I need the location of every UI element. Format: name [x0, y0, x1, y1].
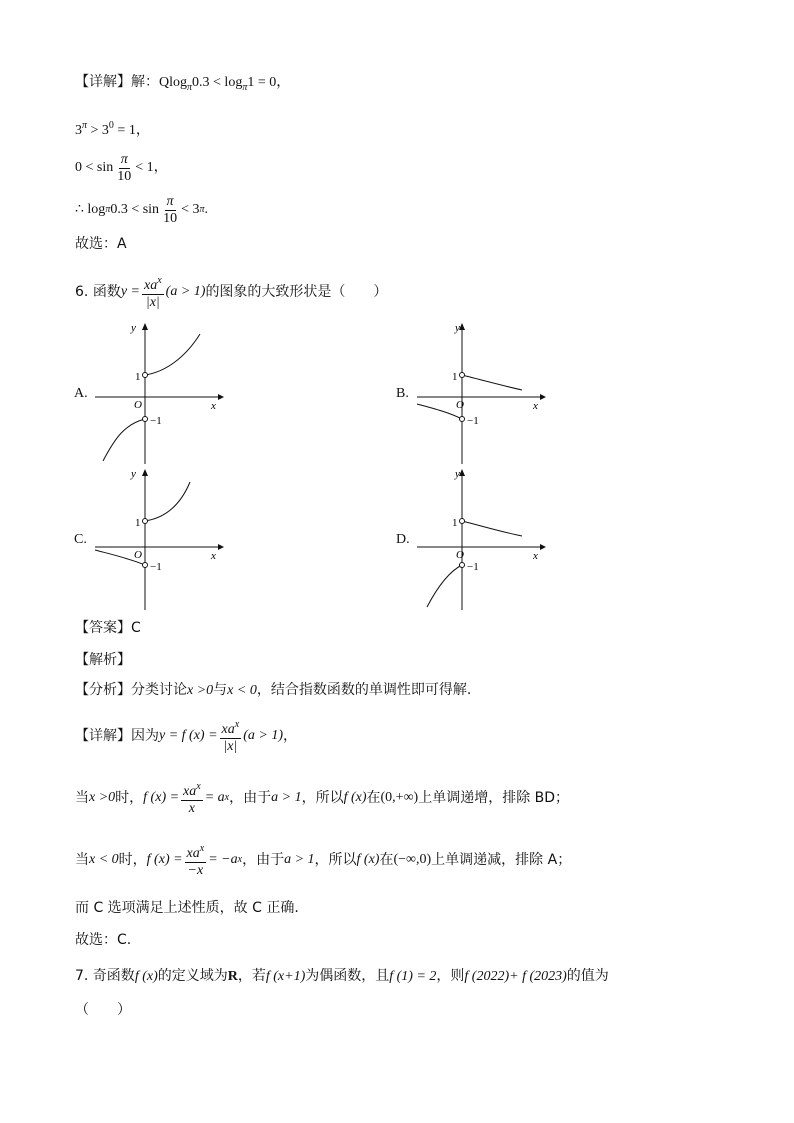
solution-line-1: 【详解】解：$Qlog_\pi 0.3 < \log_\pi 1 = 0$， — [75, 74, 291, 93]
question-6-stem: 6. 函数 y = $\frac{xa^x}{|x|}$ (a > 1) 的图象的大致形状是（ ） — [75, 275, 388, 310]
conclusion-line: 而 C 选项满足上述性质，故 C 正确. — [75, 900, 299, 916]
origin-label: O — [456, 399, 464, 411]
question-7-choices-placeholder: （ ） — [75, 1002, 131, 1018]
answer-value: C — [131, 620, 141, 636]
origin-label: O — [134, 399, 142, 411]
solution-line-3: 0 < sin $\frac{\pi}{10}$ < 1 ， — [75, 151, 168, 184]
solution-line-4: ∴ log π 0.3 < sin $\frac{\pi}{10}$ < 3 π . — [75, 193, 208, 226]
origin-label: O — [456, 549, 464, 561]
tick-label-1: 1 — [135, 371, 141, 383]
option-d-label: D. — [396, 532, 410, 547]
tick-label-minus-1: −1 — [150, 415, 162, 427]
tick-label-1: 1 — [452, 371, 458, 383]
tick-label-1: 1 — [135, 517, 141, 529]
prev-answer: 故选：A — [75, 236, 127, 252]
x-axis-label: x — [211, 550, 216, 562]
case-positive-line: 当 x >0 时， f (x) = $\frac{xa^x}{x}$ = a x ，由于 a > 1 ，所以 f (x) 在 (0,+∞) 上单调递增，排除 BD； — [75, 781, 570, 816]
y-axis-label: y — [131, 468, 136, 480]
y-axis-label: y — [455, 468, 460, 480]
option-c-label: C. — [74, 532, 87, 547]
question-number: 7. — [75, 968, 89, 984]
y-axis-label: y — [455, 322, 460, 334]
tick-label-1: 1 — [452, 517, 458, 529]
tick-label-minus-1: −1 — [467, 415, 479, 427]
y-axis-label: y — [131, 322, 136, 334]
final-answer-line: 故选：C. — [75, 932, 132, 948]
detail-line: 【详解】 因为 y = f (x) = $\frac{xa^x}{|x|}$ (a > 1) ， — [75, 719, 297, 754]
x-axis-label: x — [533, 550, 538, 562]
graph-option-b — [412, 318, 552, 466]
graph-option-c — [90, 464, 230, 612]
question-7-stem: 7. 奇函数f (x)的定义域为R，若f (x+1)为偶函数，且f (1) = 2，则f (2022)+ f (2023)的值为 — [75, 968, 609, 984]
origin-label: O — [134, 549, 142, 561]
solution-line-2: $3^\pi > 3^0 = 1$， — [75, 120, 150, 138]
answer-heading: 【答案】 — [75, 620, 131, 636]
analysis-heading: 【解析】 — [75, 652, 131, 668]
graph-option-d — [412, 464, 552, 612]
tick-label-minus-1: −1 — [467, 561, 479, 573]
case-negative-line: 当 x < 0 时， f (x) = $\frac{xa^x}{-x}$ = −a x ，由于 a > 1 ，所以 f (x) 在 (−∞,0) 上单调递减，排除 A； — [75, 843, 572, 878]
answer-line — [75, 618, 141, 638]
x-axis-label: x — [533, 400, 538, 412]
option-b-label: B. — [396, 386, 409, 401]
detail-heading: 【详解】 — [75, 74, 131, 90]
option-a-label: A. — [74, 386, 88, 401]
x-axis-label: x — [211, 400, 216, 412]
tick-label-minus-1: −1 — [150, 561, 162, 573]
fenxi-line: 【分析】分类讨论x >0与x < 0，结合指数函数的单调性即可得解. — [75, 682, 472, 698]
graph-option-a — [90, 318, 230, 466]
question-number: 6. — [75, 284, 89, 300]
